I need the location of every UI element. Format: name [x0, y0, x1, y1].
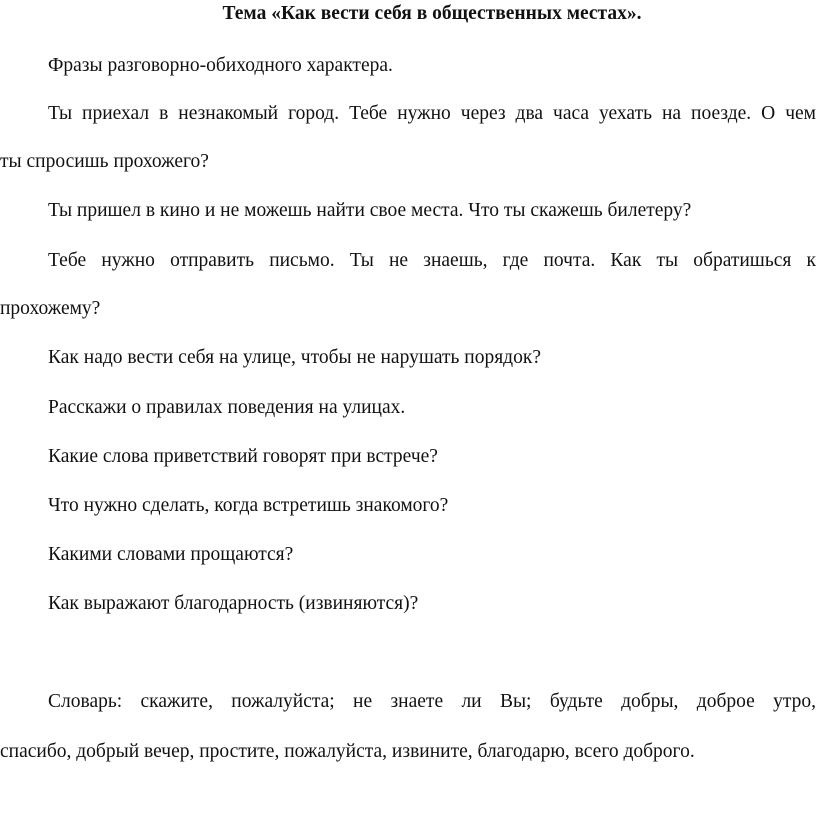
paragraph-line: Тебе нужно отправить письмо. Ты не знаешь, где почта. Как ты обратишься к	[48, 250, 816, 271]
paragraph-line: прохожему?	[0, 298, 101, 319]
paragraph-line: Как выражают благодарность (извиняются)?	[48, 593, 419, 614]
paragraph-line: Ты пришел в кино и не можешь найти свое места. Что ты скажешь билетеру?	[48, 200, 692, 221]
vocabulary-line: Словарь: скажите, пожалуйста; не знаете ли Вы; будьте добры, доброе утро,	[48, 691, 816, 712]
paragraph-line: ты спросишь прохожего?	[0, 151, 209, 172]
paragraph-line: Какими словами прощаются?	[48, 544, 294, 565]
paragraph-line: Расскажи о правилах поведения на улицах.	[48, 397, 406, 418]
paragraph-line: Что нужно сделать, когда встретишь знакомого?	[48, 495, 449, 516]
paragraph-line: Фразы разговорно-обиходного характера.	[48, 55, 393, 76]
document-title: Тема «Как вести себя в общественных местах».	[222, 3, 642, 24]
paragraph-line: Какие слова приветствий говорят при встрече?	[48, 446, 438, 467]
paragraph-line: Ты приехал в незнакомый город. Тебе нужно через два часа уехать на поезде. О чем	[48, 103, 816, 124]
paragraph-line: Как надо вести себя на улице, чтобы не нарушать порядок?	[48, 347, 541, 368]
vocabulary-line: спасибо, добрый вечер, простите, пожалуйста, извините, благодарю, всего доброго.	[0, 741, 695, 762]
